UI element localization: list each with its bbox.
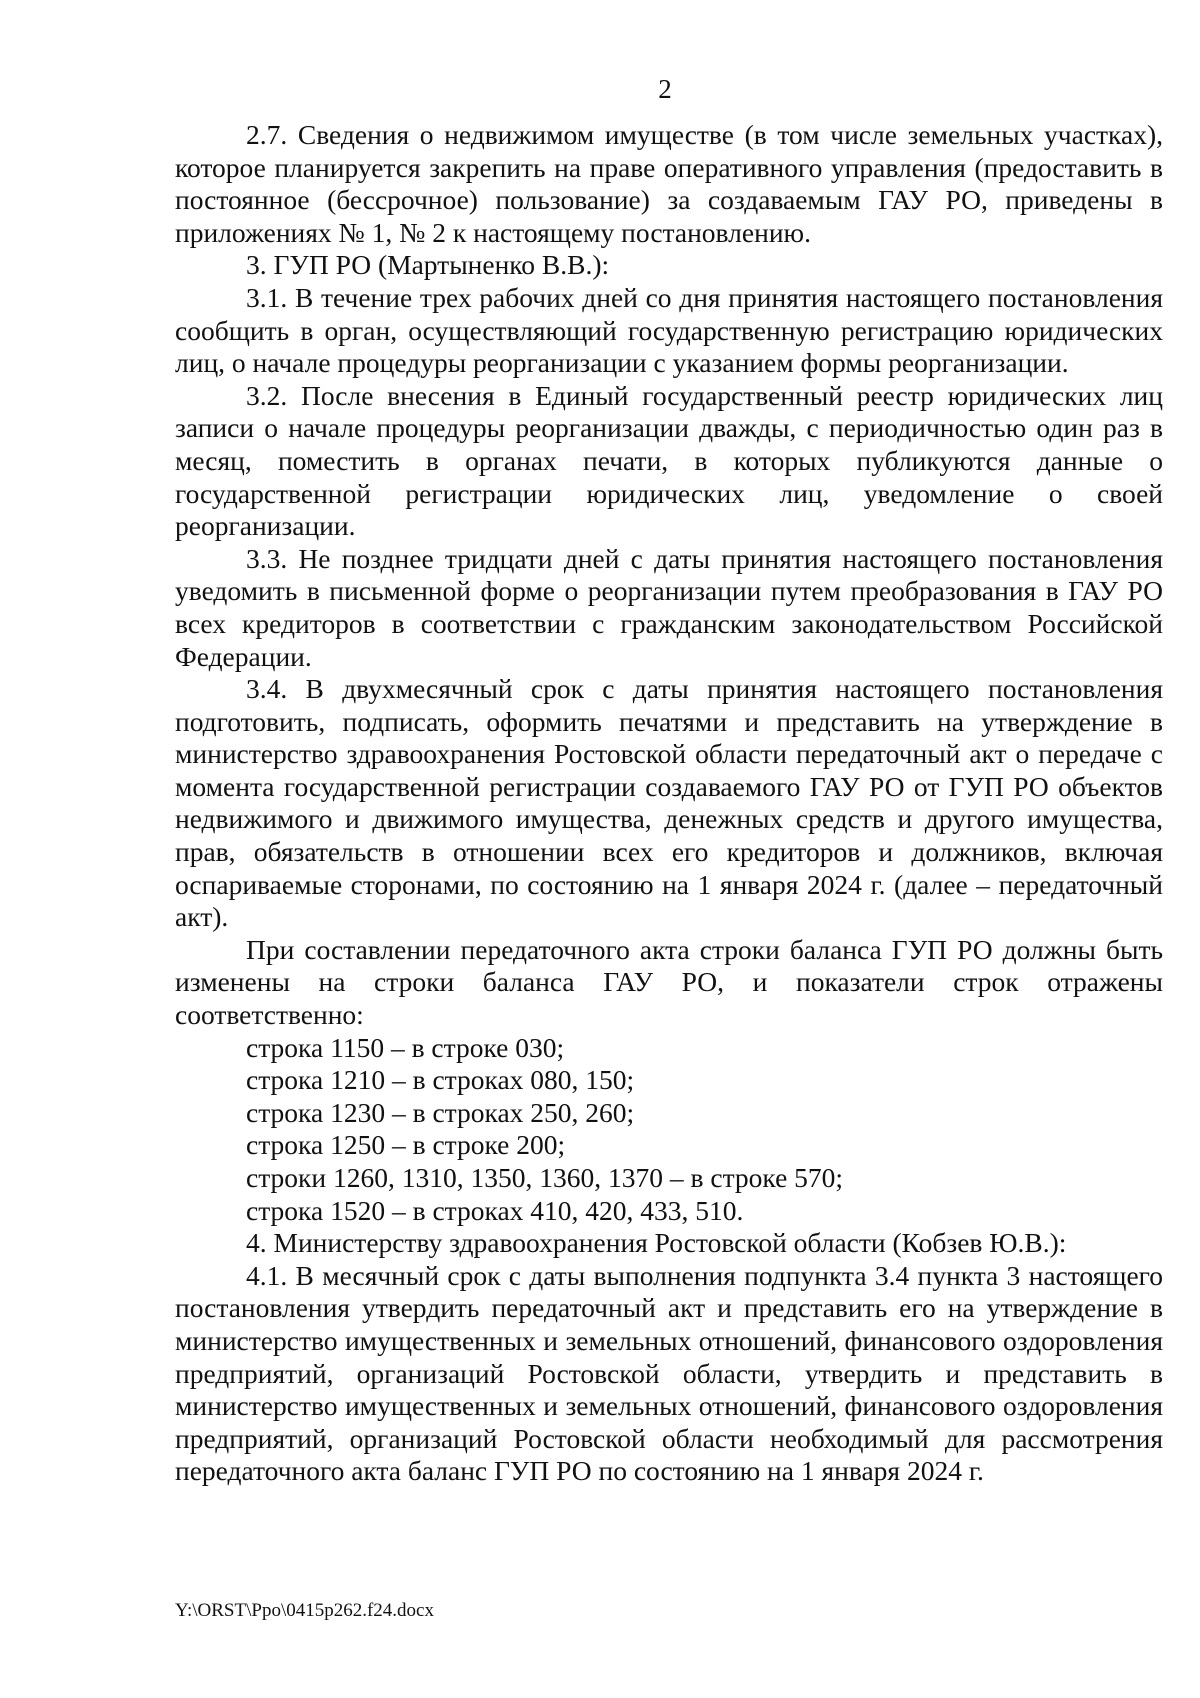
paragraph-3-4: 3.4. В двухмесячный срок с даты принятия настоящего постановления подготовить, подписать, оформить печатями и представить на утверждение в министерство здравоохранения Ростовской области передаточный акт о передаче с момента государственной регистрации создаваемого ГАУ РО от ГУП РО объектов недвижимого и движимого имущества, денежных средств и другого имущества, прав, обязательств в отношении всех его кредиторов и должников, включая оспариваемые сторонами, по состоянию на 1 января 2024 г. (далее – передаточный акт). — [175, 673, 1163, 933]
paragraph-balance-intro: При составлении передаточного акта строки баланса ГУП РО должны быть изменены на строки баланса ГАУ РО, и показатели строк отражены соответственно: — [175, 933, 1163, 1031]
balance-line: строка 1250 – в строке 200; — [246, 1129, 566, 1161]
paragraph-3-3: 3.3. Не позднее тридцати дней с даты принятия настоящего постановления уведомить в письменной форме о реорганизации путем преобразования в ГАУ РО всех кредиторов в соответствии с гражданским законодательством Российской Федерации. — [175, 542, 1163, 672]
paragraph-3-heading: 3. ГУП РО (Мартыненко В.В.): — [246, 249, 610, 281]
paragraph-4-1: 4.1. В месячный срок с даты выполнения подпункта 3.4 пункта 3 настоящего постановления утвердить передаточный акт и представить его на утверждение в министерство имущественных и земельных отношений, финансового оздоровления предприятий, организаций Ростовской области, утвердить и представить в министерство имущественных и земельных отношений, финансового оздоровления предприятий, организаций Ростовской области необходимый для рассмотрения передаточного акта баланс ГУП РО по состоянию на 1 января 2024 г. — [175, 1259, 1163, 1487]
paragraph-3-1: 3.1. В течение трех рабочих дней со дня принятия настоящего постановления сообщить в орган, осуществляющий государственную регистрацию юридических лиц, о начале процедуры реорганизации с указанием формы реорганизации. — [175, 281, 1163, 379]
balance-line: строка 1520 – в строках 410, 420, 433, 510. — [246, 1194, 744, 1226]
balance-lines-list — [175, 1032, 1163, 1228]
document-body — [175, 119, 1163, 1488]
balance-line: строка 1210 – в строках 080, 150; — [246, 1064, 635, 1096]
balance-line: строка 1230 – в строках 250, 260; — [246, 1096, 635, 1128]
balance-line: строка 1150 – в строке 030; — [246, 1031, 565, 1063]
paragraph-4-heading: 4. Министерству здравоохранения Ростовской области (Кобзев Ю.В.): — [246, 1227, 1067, 1259]
paragraph-2-7: 2.7. Сведения о недвижимом имуществе (в том числе земельных участках), которое планируется закрепить на праве оперативного управления (предоставить в постоянное (бессрочное) пользование) за создаваемым ГАУ РО, приведены в приложениях № 1, № 2 к настоящему постановлению. — [175, 119, 1163, 248]
balance-line: строки 1260, 1310, 1350, 1360, 1370 – в строке 570; — [246, 1162, 844, 1193]
file-path-footer: Y:\ORST\Ppo\0415p262.f24.docx — [175, 1600, 434, 1621]
page-number: 2 — [658, 74, 672, 104]
paragraph-3-2: 3.2. После внесения в Единый государственный реестр юридических лиц записи о начале процедуры реорганизации дважды, с периодичностью один раз в месяц, поместить в органах печати, в которых публикуются данные о государственной регистрации юридических лиц, уведомление о своей реорганизации. — [175, 379, 1163, 542]
